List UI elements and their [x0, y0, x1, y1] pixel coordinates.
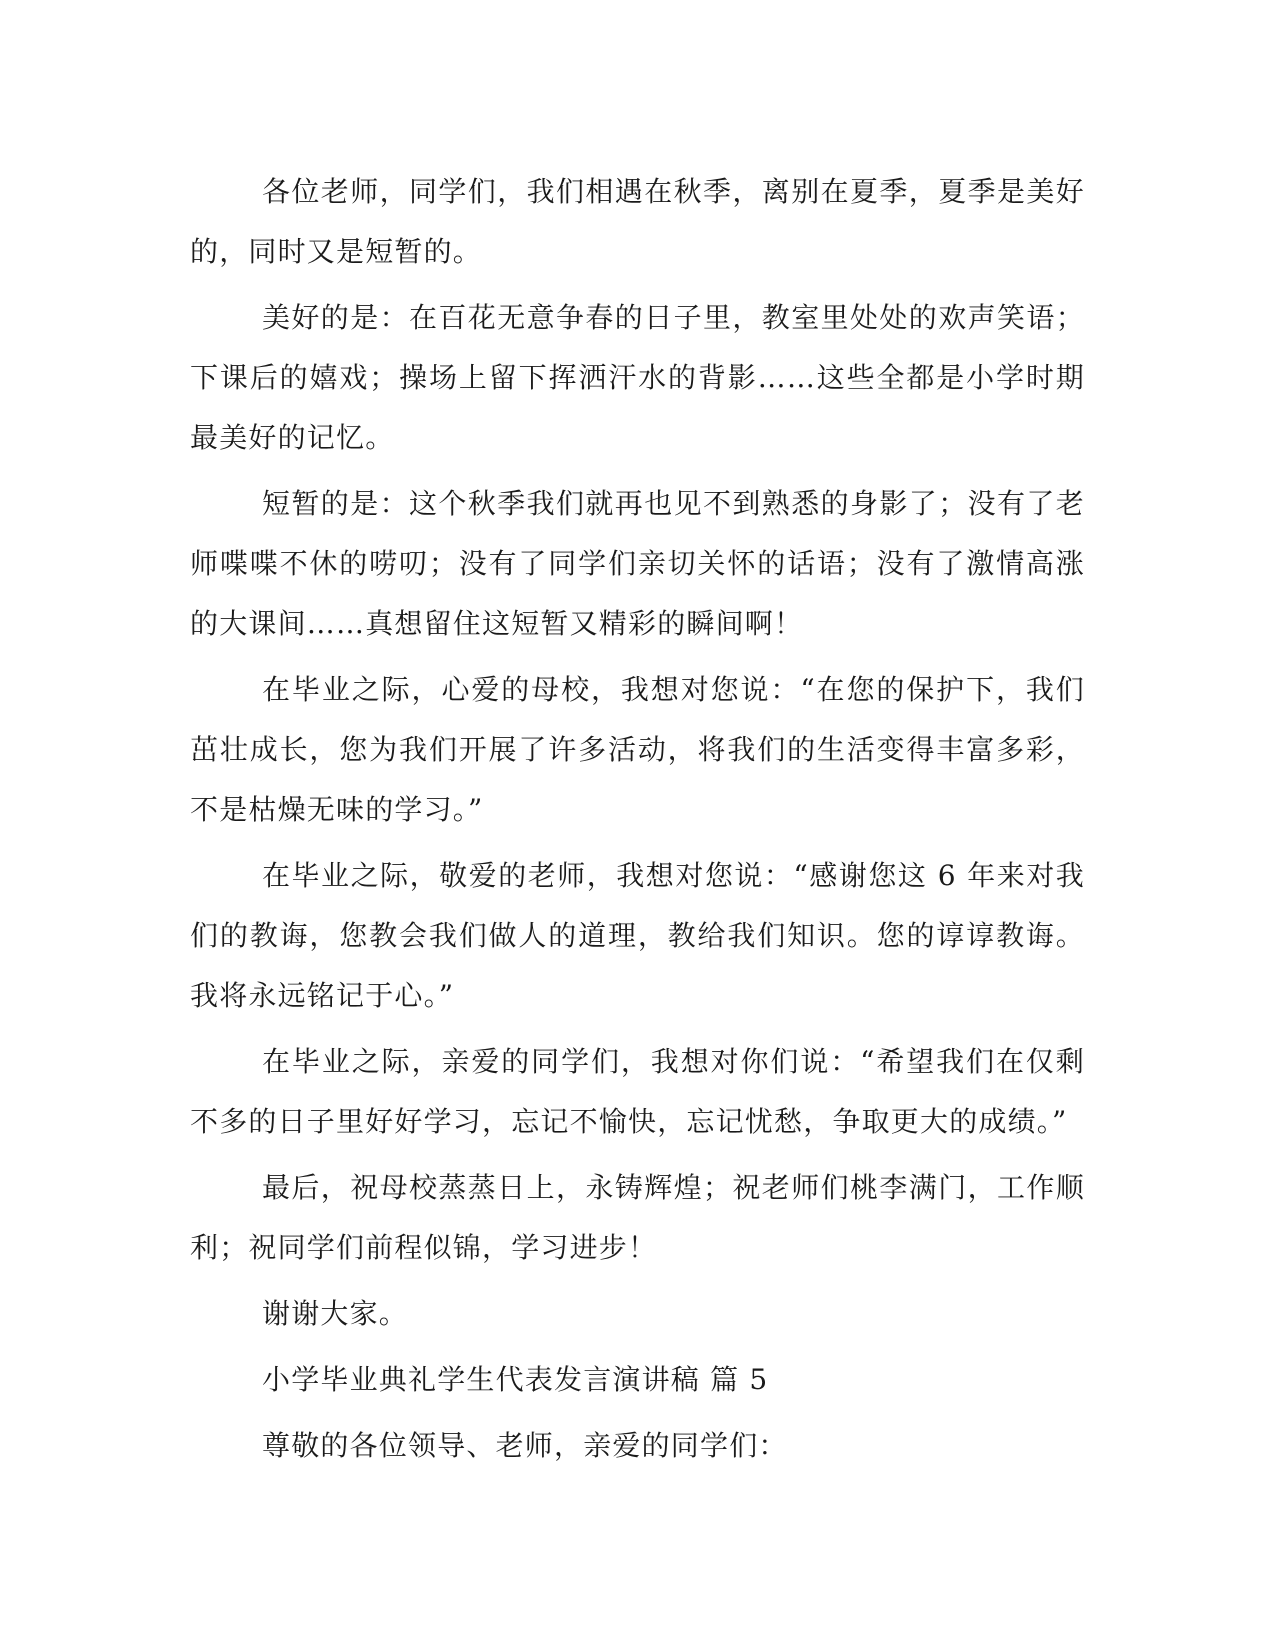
- salutation: 尊敬的各位领导、老师，亲爱的同学们：: [262, 1429, 788, 1462]
- paragraph-5: 在毕业之际，敬爱的老师，我想对您说：“感谢您这 6 年来对我们的教诲，您教会我们做人的道理，教给我们知识。您的谆谆教诲。我将永远铭记于心。”: [190, 859, 1085, 1012]
- paragraph-3: 短暂的是：这个秋季我们就再也见不到熟悉的身影了；没有了老师喋喋不休的唠叨；没有了同学们亲切关怀的话语；没有了激情高涨的大课间……真想留住这短暂又精彩的瞬间啊！: [190, 487, 1085, 640]
- paragraph-2: 美好的是：在百花无意争春的日子里，教室里处处的欢声笑语；下课后的嬉戏；操场上留下挥洒汗水的背影……这些全都是小学时期最美好的记忆。: [190, 301, 1085, 454]
- paragraph-8: 谢谢大家。: [262, 1297, 409, 1330]
- paragraph-7: 最后，祝母校蒸蒸日上，永铸辉煌；祝老师们桃李满门，工作顺利；祝同学们前程似锦，学习进步！: [190, 1171, 1085, 1264]
- section-heading: 小学毕业典礼学生代表发言演讲稿 篇 5: [262, 1363, 769, 1396]
- paragraph-1: 各位老师，同学们，我们相遇在秋季，离别在夏季，夏季是美好的，同时又是短暂的。: [190, 175, 1085, 268]
- paragraph-4: 在毕业之际，心爱的母校，我想对您说：“在您的保护下，我们茁壮成长，您为我们开展了许多活动，将我们的生活变得丰富多彩，不是枯燥无味的学习。”: [190, 673, 1085, 826]
- paragraph-6: 在毕业之际，亲爱的同学们，我想对你们说：“希望我们在仅剩不多的日子里好好学习，忘记不愉快，忘记忧愁，争取更大的成绩。”: [190, 1045, 1085, 1138]
- document-body: [190, 162, 1085, 1482]
